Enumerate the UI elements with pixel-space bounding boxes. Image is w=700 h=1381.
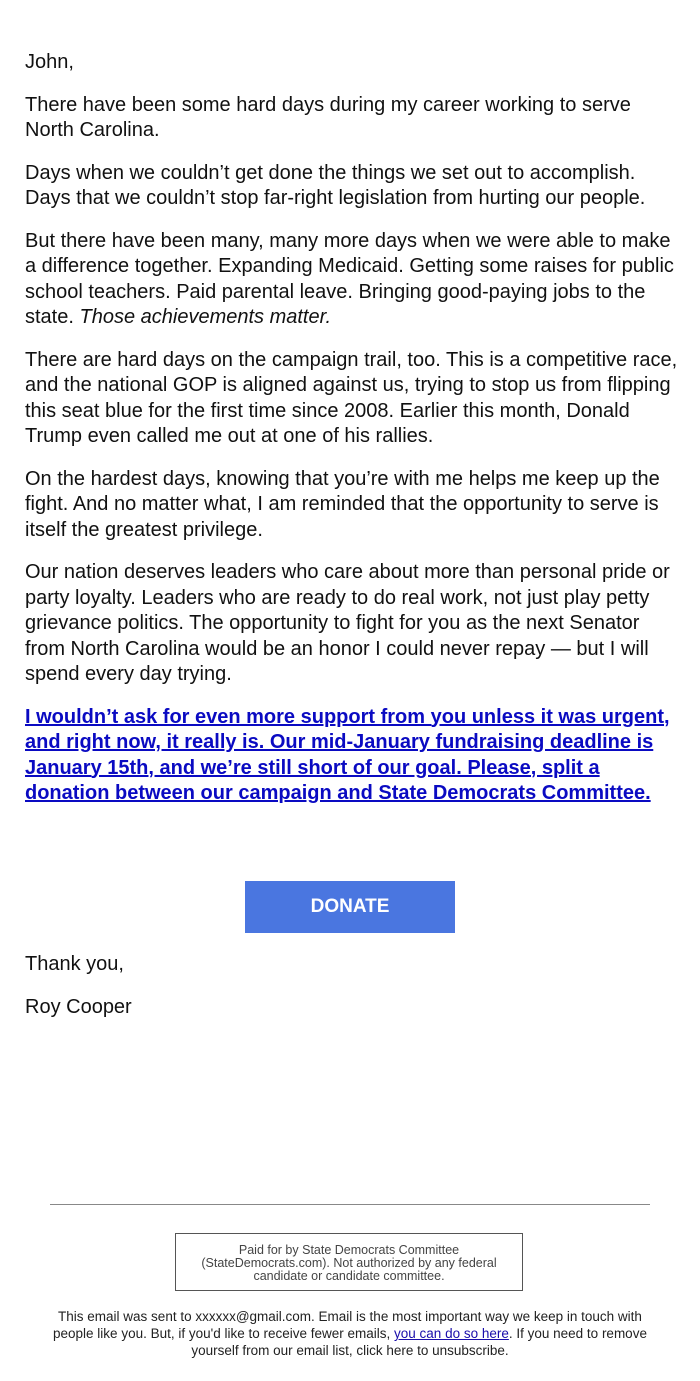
footer-notice bbox=[40, 1308, 660, 1359]
donation-ask-link[interactable]: I wouldn’t ask for even more support from you unless it was urgent, and right now, it really is. Our mid-January fundraising deadline is January 15th, and we’re still short of our goal. Please, split a donation between our campaign and State Democrats Committee. bbox=[25, 705, 670, 804]
paid-for-disclaimer: Paid for by State Democrats Committee (StateDemocrats.com). Not authorized by any federal candidate or candidate committee. bbox=[175, 1233, 523, 1291]
paragraph-1: There have been some hard days during my career working to serve North Carolina. bbox=[25, 93, 631, 141]
fewer-emails-link[interactable]: you can do so here bbox=[394, 1326, 509, 1341]
paragraph-3 bbox=[25, 229, 680, 331]
signoff bbox=[25, 952, 132, 1037]
footer-divider bbox=[50, 1204, 650, 1205]
footer-notice-text-2: . If you need to remove yourself from our email list, click here to unsubscribe. bbox=[191, 1326, 647, 1358]
paragraph-4: There are hard days on the campaign trail, too. This is a competitive race, and the national GOP is aligned against us, trying to stop us from flipping this seat blue for the first time since 2008. Earlier this month, Donald Trump even called me out at one of his rallies. bbox=[25, 348, 678, 447]
ask-paragraph bbox=[25, 705, 680, 807]
donate-button-wrapper bbox=[245, 881, 455, 933]
letter-body bbox=[25, 50, 680, 824]
closing: Thank you, bbox=[25, 953, 124, 975]
italic-emphasis: Those achievements matter. bbox=[79, 306, 332, 328]
paragraph-2: Days when we couldn’t get done the things we set out to accomplish. Days that we couldn’t stop far-right legislation from hurting our people. bbox=[25, 161, 646, 209]
salutation: John, bbox=[25, 51, 74, 73]
paragraph-5: On the hardest days, knowing that you’re with me helps me keep up the fight. And no matter what, I am reminded that the opportunity to serve is itself the greatest privilege. bbox=[25, 467, 660, 541]
footer-notice-text: This email was sent to xxxxxx@gmail.com. Email is the most important way we keep in touch with people like you. But, if you'd like to receive fewer emails, bbox=[53, 1309, 642, 1341]
paragraph-6: Our nation deserves leaders who care about more than personal pride or party loyalty. Leaders who are ready to do real work, not just play petty grievance politics. The opportunity to fight for you as the next Senator from North Carolina would be an honor I could never repay — but I will spend every day trying. bbox=[25, 561, 670, 685]
donate-button[interactable]: DONATE bbox=[245, 881, 455, 933]
signature: Roy Cooper bbox=[25, 995, 132, 1018]
paragraph-3-text: But there have been many, many more days when we were able to make a difference together. Expanding Medicaid. Getting some raises for public school teachers. Paid parental leave. Bringing good-paying jobs to the state. bbox=[25, 229, 674, 328]
